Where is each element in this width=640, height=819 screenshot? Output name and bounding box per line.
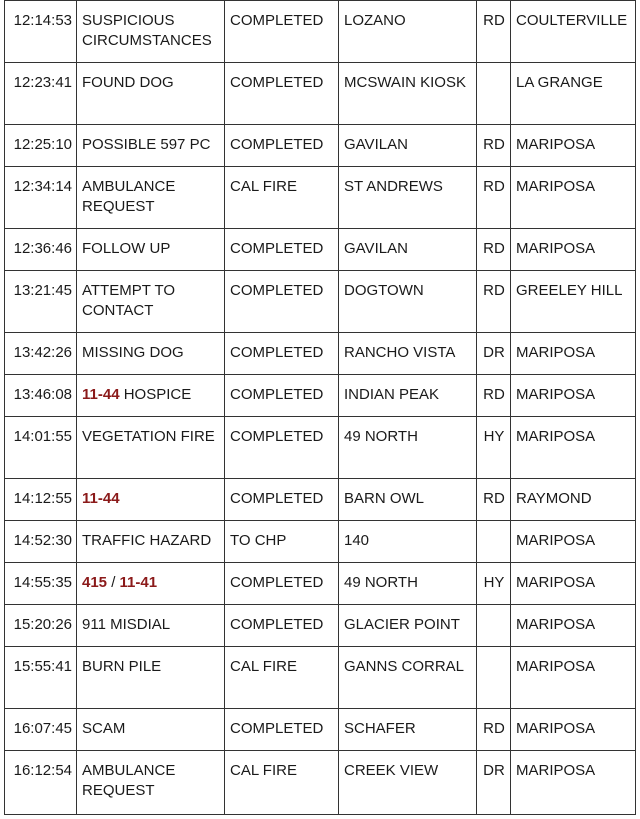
table-row [5, 751, 636, 815]
incident-text: SUSPICIOUS CIRCUMSTANCES [82, 12, 212, 49]
time-cell: 15:55:41 [5, 647, 77, 709]
time-cell: 16:12:54 [5, 751, 77, 815]
incident-text: AMBULANCE REQUEST [82, 762, 176, 799]
street-cell: CREEK VIEW [339, 751, 477, 815]
table-row [5, 521, 636, 563]
street-cell: GAVILAN [339, 229, 477, 271]
incident-cell [77, 521, 225, 563]
street-suffix-cell [477, 647, 511, 709]
incident-text: HOSPICE [119, 386, 192, 403]
street-cell: MCSWAIN KIOSK [339, 63, 477, 125]
street-suffix-cell: RD [477, 709, 511, 751]
street-suffix-cell: RD [477, 1, 511, 63]
incident-cell [77, 605, 225, 647]
table-row [5, 63, 636, 125]
status-cell: TO CHP [225, 521, 339, 563]
incident-cell [77, 1, 225, 63]
status-cell: COMPLETED [225, 333, 339, 375]
street-suffix-cell: HY [477, 417, 511, 479]
incident-cell [77, 167, 225, 229]
call-log-table [4, 0, 636, 815]
city-cell: MARIPOSA [511, 563, 636, 605]
street-suffix-cell: RD [477, 375, 511, 417]
incident-text: VEGETATION FIRE [82, 428, 215, 445]
status-cell: CAL FIRE [225, 647, 339, 709]
street-suffix-cell [477, 521, 511, 563]
status-cell: CAL FIRE [225, 751, 339, 815]
time-cell: 12:14:53 [5, 1, 77, 63]
city-cell: MARIPOSA [511, 751, 636, 815]
street-suffix-cell: RD [477, 125, 511, 167]
status-cell: COMPLETED [225, 229, 339, 271]
street-cell: DOGTOWN [339, 271, 477, 333]
table-row [5, 1, 636, 63]
incident-code: 415 [82, 574, 108, 591]
status-cell: COMPLETED [225, 479, 339, 521]
city-cell: MARIPOSA [511, 521, 636, 563]
table-row [5, 333, 636, 375]
street-cell: BARN OWL [339, 479, 477, 521]
street-cell: 49 NORTH [339, 563, 477, 605]
street-cell: RANCHO VISTA [339, 333, 477, 375]
street-cell: 140 [339, 521, 477, 563]
incident-cell [77, 479, 225, 521]
incident-text: TRAFFIC HAZARD [82, 532, 212, 549]
incident-text: AMBULANCE REQUEST [82, 178, 176, 215]
incident-cell [77, 563, 225, 605]
time-cell: 13:42:26 [5, 333, 77, 375]
street-cell: GAVILAN [339, 125, 477, 167]
incident-cell [77, 229, 225, 271]
incident-text: BURN PILE [82, 658, 162, 675]
table-row [5, 125, 636, 167]
incident-text: FOLLOW UP [82, 240, 171, 257]
status-cell: COMPLETED [225, 375, 339, 417]
status-cell: COMPLETED [225, 709, 339, 751]
incident-text: ATTEMPT TO CONTACT [82, 282, 176, 319]
call-log-body [5, 1, 636, 815]
status-cell: COMPLETED [225, 563, 339, 605]
incident-cell [77, 647, 225, 709]
table-row [5, 647, 636, 709]
city-cell: MARIPOSA [511, 647, 636, 709]
city-cell: MARIPOSA [511, 709, 636, 751]
street-suffix-cell: DR [477, 751, 511, 815]
table-row [5, 375, 636, 417]
street-cell: GLACIER POINT [339, 605, 477, 647]
incident-cell [77, 751, 225, 815]
table-row [5, 271, 636, 333]
incident-text: MISSING DOG [82, 344, 184, 361]
incident-code: 11-44 [82, 490, 120, 507]
status-cell: CAL FIRE [225, 167, 339, 229]
street-cell: LOZANO [339, 1, 477, 63]
time-cell: 15:20:26 [5, 605, 77, 647]
street-suffix-cell: DR [477, 333, 511, 375]
table-row [5, 229, 636, 271]
incident-cell [77, 709, 225, 751]
city-cell: MARIPOSA [511, 167, 636, 229]
status-cell: COMPLETED [225, 605, 339, 647]
city-cell: MARIPOSA [511, 375, 636, 417]
incident-cell [77, 271, 225, 333]
time-cell: 14:55:35 [5, 563, 77, 605]
incident-code: 11-44 [82, 386, 120, 403]
street-cell: GANNS CORRAL [339, 647, 477, 709]
incident-text: 911 MISDIAL [82, 616, 171, 633]
city-cell: LA GRANGE [511, 63, 636, 125]
time-cell: 16:07:45 [5, 709, 77, 751]
street-suffix-cell: HY [477, 563, 511, 605]
incident-cell [77, 375, 225, 417]
status-cell: COMPLETED [225, 125, 339, 167]
incident-cell [77, 125, 225, 167]
street-cell: ST ANDREWS [339, 167, 477, 229]
table-row [5, 605, 636, 647]
street-suffix-cell: RD [477, 229, 511, 271]
table-row [5, 709, 636, 751]
city-cell: MARIPOSA [511, 333, 636, 375]
table-row [5, 479, 636, 521]
time-cell: 14:01:55 [5, 417, 77, 479]
incident-cell [77, 333, 225, 375]
street-suffix-cell: RD [477, 167, 511, 229]
time-cell: 13:46:08 [5, 375, 77, 417]
street-suffix-cell [477, 63, 511, 125]
status-cell: COMPLETED [225, 271, 339, 333]
table-row [5, 417, 636, 479]
incident-cell [77, 63, 225, 125]
incident-code: 11-41 [119, 574, 158, 591]
incident-text: SCAM [82, 720, 126, 737]
city-cell: GREELEY HILL [511, 271, 636, 333]
incident-text: POSSIBLE 597 PC [82, 136, 211, 153]
incident-cell [77, 417, 225, 479]
street-cell: INDIAN PEAK [339, 375, 477, 417]
city-cell: MARIPOSA [511, 417, 636, 479]
city-cell: MARIPOSA [511, 125, 636, 167]
incident-text: FOUND DOG [82, 74, 174, 91]
time-cell: 14:12:55 [5, 479, 77, 521]
street-suffix-cell [477, 605, 511, 647]
incident-text: / [107, 574, 120, 591]
status-cell: COMPLETED [225, 63, 339, 125]
time-cell: 12:36:46 [5, 229, 77, 271]
street-cell: 49 NORTH [339, 417, 477, 479]
time-cell: 12:25:10 [5, 125, 77, 167]
time-cell: 13:21:45 [5, 271, 77, 333]
table-row [5, 167, 636, 229]
city-cell: MARIPOSA [511, 605, 636, 647]
city-cell: RAYMOND [511, 479, 636, 521]
street-suffix-cell: RD [477, 271, 511, 333]
time-cell: 12:34:14 [5, 167, 77, 229]
time-cell: 12:23:41 [5, 63, 77, 125]
city-cell: COULTERVILLE [511, 1, 636, 63]
status-cell: COMPLETED [225, 417, 339, 479]
city-cell: MARIPOSA [511, 229, 636, 271]
table-row [5, 563, 636, 605]
time-cell: 14:52:30 [5, 521, 77, 563]
street-suffix-cell: RD [477, 479, 511, 521]
street-cell: SCHAFER [339, 709, 477, 751]
status-cell: COMPLETED [225, 1, 339, 63]
